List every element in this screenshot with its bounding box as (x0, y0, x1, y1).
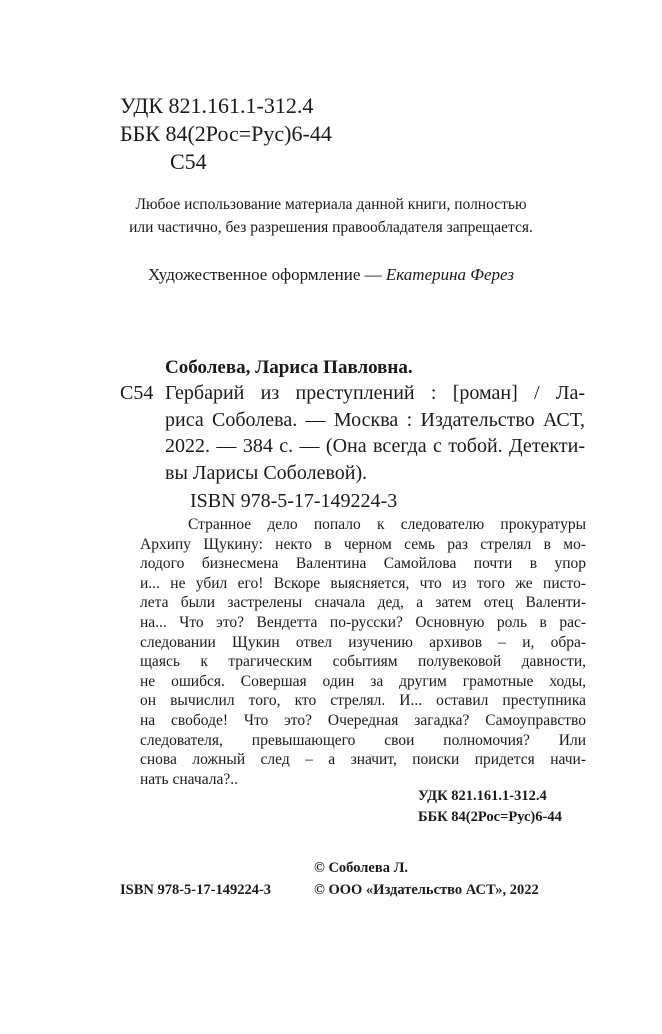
annotation-line: Странное дело попало к следователю прокуратуры (188, 516, 586, 533)
biblio-line: 2022. — 384 с. — (Она всегда с тобой. Детекти- (165, 435, 585, 457)
annotation-line: нать сначала?.. (140, 770, 238, 788)
annotation-line: следователя, превышающего свои полномочия? Или (140, 731, 586, 749)
catalog-code: С54 (120, 382, 154, 404)
annotation-line: не ошибся. Совершая один за другим грамотные ходы, (140, 672, 586, 690)
annotation-line: лета были застрелены сначала дед, а затем отец Валенти- (140, 594, 586, 612)
biblio-line: вы Ларисы Соболевой). (165, 461, 368, 484)
biblio-line: Гербарий из преступлений : [роман] / Ла- (165, 382, 585, 404)
design-credit-label: Художественное оформление — (148, 265, 386, 284)
notice-line: Любое использование материала данной книги, полностью (135, 196, 527, 213)
bibliographic-description (165, 380, 585, 486)
notice-line: или частично, без разрешения правообладателя запрещается. (129, 219, 533, 236)
annotation-line: он вычислил того, кто стрелял. И... оставил преступника (140, 692, 586, 710)
udk-code: УДК 821.161.1-312.4 (120, 93, 314, 118)
copyright-publisher: © ООО «Издательство АСТ», 2022 (314, 882, 539, 898)
catalog-isbn: ISBN 978-5-17-149224-3 (190, 490, 398, 512)
header-codes (120, 92, 332, 176)
annotation-line: на свободе! Что это? Очередная загадка? Самоуправство (140, 711, 586, 729)
annotation-line: и... не убил его! Вскоре выясняется, что из того же писто- (140, 574, 586, 592)
footer-udk: УДК 821.161.1-312.4 (418, 788, 547, 804)
copyright-notice (60, 193, 602, 239)
annotation-line: щаясь к трагическим событиям полувековой давности, (140, 653, 586, 671)
author-mark: С54 (170, 149, 207, 174)
copyright-block (314, 857, 539, 901)
footer-isbn: ISBN 978-5-17-149224-3 (120, 882, 272, 898)
catalog-author: Соболева, Лариса Павловна. (165, 357, 413, 378)
annotation-line: лодого бизнесмена Валентина Самойлова почти в упор (140, 555, 586, 573)
footer-codes (418, 786, 562, 828)
annotation-line: следовании Щукин отвел изучению архивов – и, обра- (140, 633, 586, 651)
bbk-code: ББК 84(2Рос=Рус)6-44 (120, 121, 332, 146)
annotation (140, 515, 586, 789)
annotation-line: снова ложный след – а значит, поиски придется начи- (140, 751, 586, 769)
annotation-line: на... Что это? Вендетта по-русски? Основную роль в рас- (140, 613, 586, 631)
footer-bbk: ББК 84(2Рос=Рус)6-44 (418, 809, 562, 825)
design-credit (60, 263, 602, 287)
design-artist: Екатерина Ферез (385, 265, 514, 284)
copyright-author: © Соболева Л. (314, 860, 409, 876)
annotation-line: Архипу Щукину: некто в черном семь раз стрелял в мо- (140, 535, 586, 553)
biblio-line: риса Соболева. — Москва : Издательство АСТ, (165, 408, 585, 431)
